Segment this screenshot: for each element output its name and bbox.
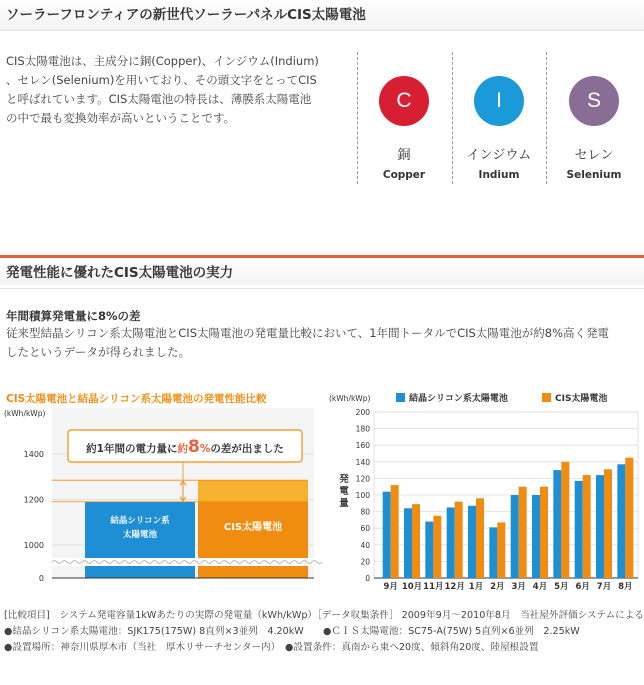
chart1-bar-label: CIS太陽電池 bbox=[223, 522, 283, 533]
chart2-x-tick: 1月 bbox=[468, 582, 484, 592]
chart2-bar bbox=[476, 498, 484, 578]
title-underline bbox=[0, 30, 644, 31]
chart2-bar bbox=[468, 506, 476, 578]
annual-comparison-chart bbox=[0, 388, 325, 588]
legend-label: 結晶シリコン系太陽電池 bbox=[409, 394, 508, 404]
chart2-y-tick: 200 bbox=[355, 408, 370, 417]
chart2-x-tick: 3月 bbox=[511, 582, 526, 592]
chart2-y-tick: 80 bbox=[360, 507, 370, 517]
chart2-bar bbox=[489, 527, 497, 578]
element-name-en: Indium bbox=[478, 169, 520, 181]
intro-line: 、セレン(Selenium)を用いており、その頭文字をとってCIS bbox=[6, 73, 317, 87]
chart2-y-tick: 100 bbox=[355, 491, 370, 500]
chart2-bar bbox=[604, 469, 612, 578]
callout-post: の差が出ました bbox=[210, 443, 284, 455]
comparison-line: したというデータが得られました。 bbox=[6, 345, 190, 359]
footnote-line: [比較項目] システム発電容量1kWあたりの実際の発電量（kWh/kWp）［データ収集条件］ 2009年9月〜2010年8月 当社屋外評価システムによる bbox=[4, 610, 644, 621]
indium-circle-icon: I bbox=[474, 76, 524, 126]
callout-pre: 約1年間の電力量に bbox=[86, 443, 178, 455]
comparison-text bbox=[6, 324, 640, 362]
chart2-x-labels bbox=[383, 582, 632, 592]
intro-text bbox=[6, 52, 338, 128]
chart1-y-tick: 1000 bbox=[23, 541, 44, 550]
chart2-x-tick: 2月 bbox=[490, 582, 505, 592]
element-copper bbox=[358, 50, 450, 184]
chart2-bar bbox=[455, 502, 463, 578]
title-underline bbox=[0, 288, 644, 289]
chart2-y-tick: 120 bbox=[355, 474, 370, 484]
monthly-generation-chart bbox=[326, 388, 644, 593]
legend-swatch bbox=[542, 393, 551, 402]
intro-line: CIS太陽電池は、主成分に銅(Copper)、インジウム(Indium) bbox=[6, 54, 319, 68]
chart2-side-char: 電 bbox=[339, 486, 349, 497]
chart2-side-label bbox=[339, 473, 349, 509]
copper-circle-icon: C bbox=[379, 76, 429, 126]
chart2-bar bbox=[596, 475, 604, 578]
chart2-bar bbox=[553, 470, 561, 578]
chart2-bar bbox=[412, 504, 420, 578]
chart2-bar bbox=[404, 508, 412, 578]
element-name-en: Selenium bbox=[566, 169, 622, 181]
chart2-x-tick: 7月 bbox=[596, 582, 612, 592]
footnote-line: ●設置場所：神奈川県厚木市（当社 厚木リサーチセンター内） ●設置条件：真南から東へ20度、傾斜角20度、陸屋根設置 bbox=[4, 642, 539, 653]
chart2-legend bbox=[396, 392, 607, 404]
chart2-y-tick: 0 bbox=[365, 574, 370, 583]
chart2-bar bbox=[532, 495, 540, 578]
chart2-y-tick: 20 bbox=[360, 557, 370, 567]
section-title-cis: ソーラーフロンティアの新世代ソーラーパネルCIS太陽電池 bbox=[0, 0, 644, 30]
chart1-callout bbox=[68, 430, 302, 462]
footnotes bbox=[4, 608, 644, 656]
element-name-ja: 銅 bbox=[397, 148, 411, 163]
chart2-x-tick: 8月 bbox=[618, 582, 633, 592]
chart2-bar bbox=[447, 507, 455, 578]
chart1-bar-diff bbox=[198, 480, 308, 502]
chart2-bar bbox=[511, 495, 519, 578]
chart2-x-tick: 11月 bbox=[423, 582, 444, 592]
element-selenium bbox=[548, 50, 640, 184]
chart1-bar-label: 太陽電池 bbox=[122, 530, 158, 540]
element-indium bbox=[453, 50, 545, 184]
chart2-bar bbox=[391, 485, 399, 578]
chart2-bar bbox=[519, 487, 527, 578]
chart2-y-tick: 40 bbox=[360, 540, 370, 550]
legend-label: CIS太陽電池 bbox=[555, 394, 608, 404]
chart1-y-tick: 1200 bbox=[23, 495, 44, 505]
chart2-x-tick: 4月 bbox=[532, 582, 548, 592]
chart2-bar bbox=[561, 462, 569, 578]
chart2-x-tick: 10月 bbox=[401, 582, 423, 592]
legend-swatch bbox=[396, 393, 405, 402]
callout-unit: % bbox=[199, 443, 211, 455]
subheading: 年間積算発電量に8%の差 bbox=[6, 309, 141, 323]
chart2-bar bbox=[583, 475, 591, 578]
callout-mid: 約 bbox=[177, 443, 188, 455]
element-name-ja: インジウム bbox=[466, 148, 532, 163]
chart1-break-gap bbox=[52, 558, 314, 566]
divider bbox=[546, 52, 547, 184]
chart2-bar bbox=[433, 516, 441, 578]
chart2-bar bbox=[425, 522, 433, 578]
selenium-circle-icon: S bbox=[569, 76, 619, 126]
chart2-side-char: 量 bbox=[339, 498, 349, 509]
chart2-ylabel: (kWh/kWp) bbox=[329, 394, 371, 403]
chart2-side-char: 発 bbox=[339, 474, 349, 485]
chart2-x-tick: 9月 bbox=[383, 582, 398, 592]
chart2-x-tick: 12月 bbox=[444, 582, 465, 592]
element-name-ja: セレン bbox=[574, 148, 614, 163]
chart2-x-tick: 6月 bbox=[575, 582, 590, 592]
comparison-line: 従来型結晶シリコン系太陽電池とCIS太陽電池の発電量比較において、1年間トータルでCIS太陽電池が約8%高く発電 bbox=[6, 326, 610, 340]
intro-line: と呼ばれています。CIS太陽電池の特長は、薄膜系太陽電池 bbox=[6, 92, 312, 106]
chart1-ylabel: (kWh/kWp) bbox=[4, 409, 46, 418]
chart2-x-tick: 5月 bbox=[554, 582, 569, 592]
chart2-y-tick: 160 bbox=[355, 441, 370, 451]
chart2-bar bbox=[575, 481, 583, 578]
chart2-bar bbox=[625, 458, 633, 578]
section-title-performance: 発電性能に優れたCIS太陽電池の実力 bbox=[0, 255, 644, 285]
element-name-en: Copper bbox=[382, 169, 426, 181]
chart1-y-tick: 0 bbox=[38, 574, 44, 583]
chart1-axis-break bbox=[52, 558, 322, 566]
chart2-bar bbox=[497, 522, 505, 578]
chart1-title: CIS太陽電池と結晶シリコン系太陽電池の発電性能比較 bbox=[6, 393, 267, 405]
footnote-line: ●結晶シリコン系太陽電池：SJK175(175W) 8直列×3並列 4.20kW ●ＣＩＳ太陽電池：SC75-A(75W) 5直列×6並列 2.25kW bbox=[4, 626, 580, 637]
chart2-bar bbox=[617, 464, 625, 578]
chart1-y-tick: 1400 bbox=[23, 450, 44, 459]
chart2-y-tick: 60 bbox=[360, 524, 370, 534]
chart2-bar bbox=[540, 487, 548, 578]
chart1-bar-label: 結晶シリコン系 bbox=[110, 516, 170, 526]
chart1-ticks bbox=[24, 450, 44, 583]
callout-number: 8 bbox=[187, 437, 200, 457]
chart2-y-tick: 140 bbox=[355, 457, 370, 467]
chart2-bar bbox=[383, 492, 391, 578]
chart2-y-tick: 180 bbox=[355, 424, 370, 434]
intro-line: の中で最も変換効率が高いということです。 bbox=[6, 111, 236, 125]
